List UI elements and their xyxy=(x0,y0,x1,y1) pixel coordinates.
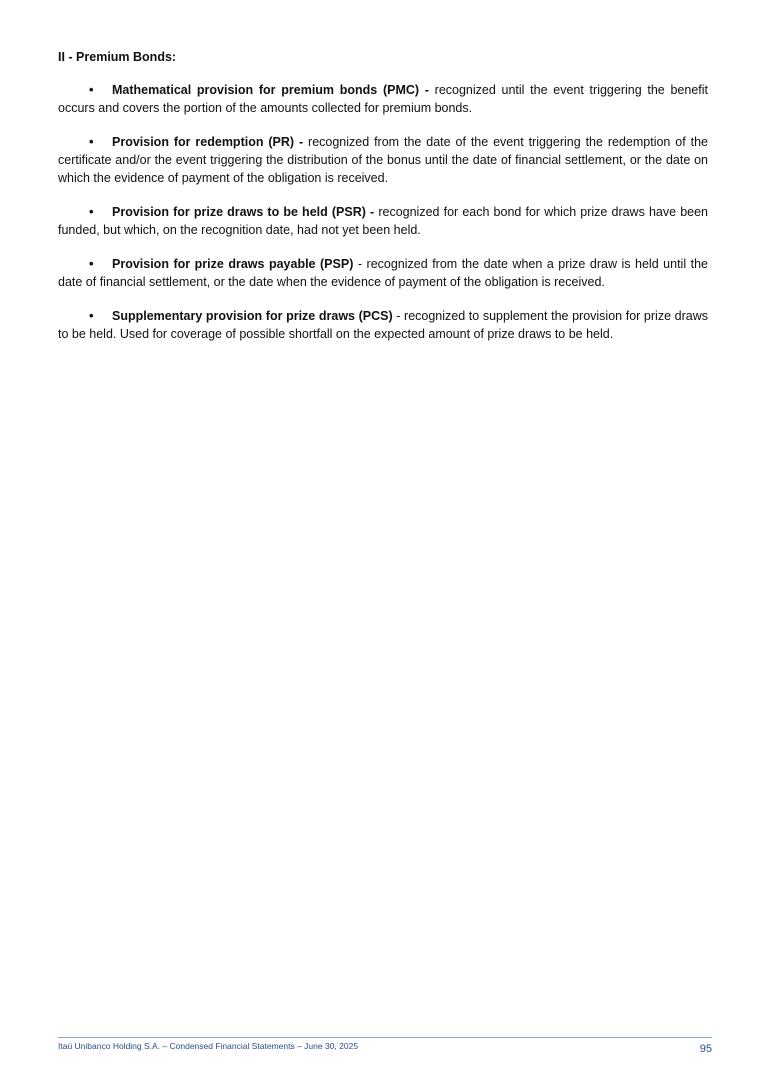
item-text: - recognized to supplement the provision for prize draws to be held. Used for coverage of possible shortfall on the expected amount of prize draws to be held. xyxy=(58,309,708,341)
bullet-icon: • xyxy=(89,134,94,149)
page-footer xyxy=(58,1037,712,1058)
item-term: Provision for redemption (PR) - xyxy=(112,135,304,149)
list-item xyxy=(58,203,708,239)
page-content xyxy=(58,48,708,359)
page-number: 95 xyxy=(699,1043,712,1055)
item-term: Supplementary provision for prize draws (PCS) xyxy=(112,309,393,323)
item-text: recognized for each bond for which prize draws have been funded, but which, on the recognition date, had not yet been held. xyxy=(58,205,708,237)
bullet-icon: • xyxy=(89,256,94,271)
item-term: Mathematical provision for premium bonds (PMC) - xyxy=(112,83,429,97)
list-item xyxy=(58,255,708,291)
list-item xyxy=(58,81,708,117)
list-item xyxy=(58,307,708,343)
item-text: recognized from the date of the event triggering the redemption of the certificate and/or the event triggering the distribution of the bonus until the date of financial settlement, or the date on which the evidence of payment of the obligation is received. xyxy=(58,135,708,185)
item-text: - recognized from the date when a prize draw is held until the date of financial settlement, or the date when the evidence of payment of the obligation is received. xyxy=(58,257,708,289)
section-title: II - Premium Bonds: xyxy=(58,50,177,64)
bullet-icon: • xyxy=(89,204,94,219)
item-text: recognized until the event triggering the benefit occurs and covers the portion of the amounts collected for premium bonds. xyxy=(58,83,709,115)
bullet-icon: • xyxy=(89,308,94,323)
item-term: Provision for prize draws to be held (PSR) - xyxy=(112,205,375,219)
bullet-icon: • xyxy=(89,82,94,97)
list-item xyxy=(58,133,708,187)
footer-document-title: Itaú Unibanco Holding S.A. – Condensed Financial Statements – June 30, 2025 xyxy=(58,1041,359,1051)
item-term: Provision for prize draws payable (PSP) xyxy=(112,257,354,271)
